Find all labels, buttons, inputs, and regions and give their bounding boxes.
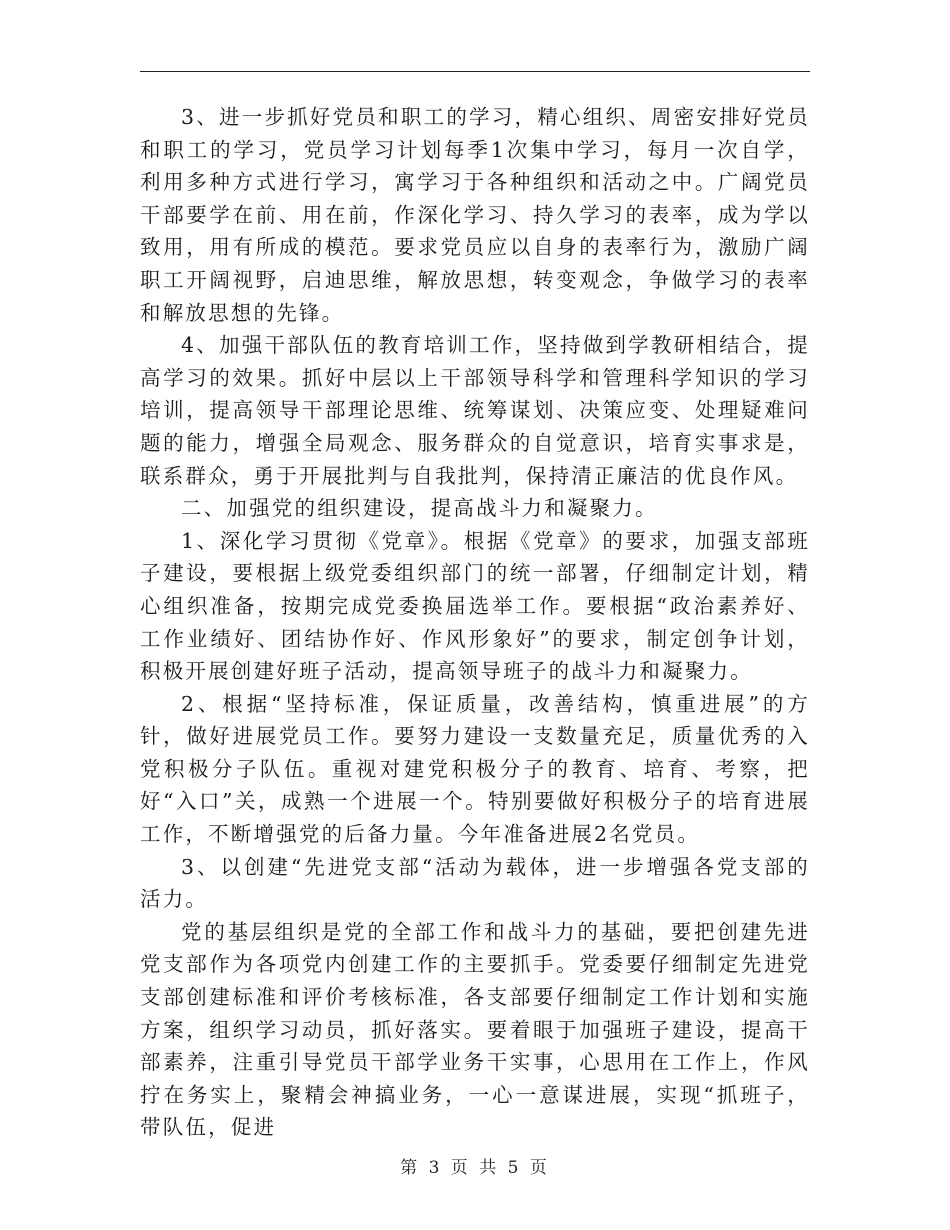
paragraph-advanced-branch: 3、以创建“先进党支部“活动为载体，进一步增强各党支部的活力。	[140, 854, 810, 912]
paragraph-party-constitution: 1、深化学习贯彻《党章》。根据《党章》的要求，加强支部班子建设，要根据上级党委组织部门的统一部署，仔细制定计划，精心组织准备，按期完成党委换届选举工作。要根据“政治素养好、工作业绩好、团结协作好、作风形象好”的要求，制定创争计划，积极开展创建好班子活动，提高领导班子的战斗力和凝聚力。	[140, 528, 810, 684]
paragraph-member-development: 2、根据“坚持标准，保证质量，改善结构，慎重进展”的方针，做好进展党员工作。要努力建设一支数量充足，质量优秀的入党积极分子队伍。重视对建党积极分子的教育、培育、考察，把好“入口”关，成熟一个进展一个。特别要做好积极分子的培育进展工作，不断增强党的后备力量。今年准备进展2名党员。	[140, 691, 810, 847]
page-number: 第 3 页 共 5 页	[400, 1158, 550, 1178]
document-body	[140, 101, 810, 1144]
paragraph-study-party-members: 3、进一步抓好党员和职工的学习，精心组织、周密安排好党员和职工的学习，党员学习计划每季1次集中学习，每月一次自学，利用多种方式进行学习，寓学习于各种组织和活动之中。广阔党员干部要学在前、用在前，作深化学习、持久学习的表率，成为学以致用，用有所成的模范。要求党员应以自身的表率行为，激励广阔职工开阔视野，启迪思维，解放思想，转变观念，争做学习的表率和解放思想的先锋。	[140, 105, 810, 325]
paragraph-grassroots-organization: 党的基层组织是党的全部工作和战斗力的基础，要把创建先进党支部作为各项党内创建工作的主要抓手。党委要仔细制定先进党支部创建标准和评价考核标准，各支部要仔细制定工作计划和实施方案，组织学习动员，抓好落实。要着眼于加强班子建设，提高干部素养，注重引导党员干部学业务干实事，心思用在工作上，作风拧在务实上，聚精会神搞业务，一心一意谋进展，实现“抓班子，带队伍，促进	[140, 919, 810, 1140]
header-rule	[140, 71, 810, 72]
section-heading-organization: 二、加强党的组织建设，提高战斗力和凝聚力。	[181, 496, 658, 521]
paragraph-cadre-training: 4、加强干部队伍的教育培训工作，坚持做到学教研相结合，提高学习的效果。抓好中层以上干部领导科学和管理科学知识的学习培训，提高领导干部理论思维、统筹谋划、决策应变、处理疑难问题的能力，增强全局观念、服务群众的自觉意识，培育实事求是，联系群众，勇于开展批判与自我批判，保持清正廉洁的优良作风。	[140, 333, 810, 488]
